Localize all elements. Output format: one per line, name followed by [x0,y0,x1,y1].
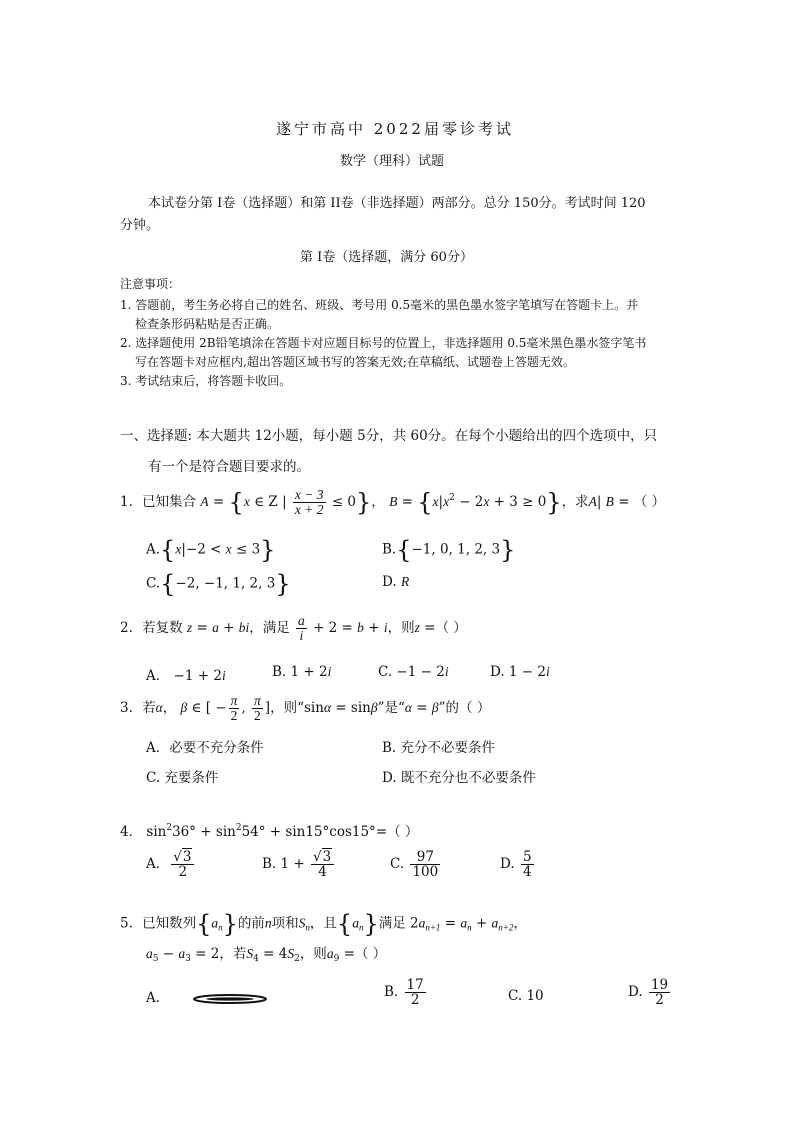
intro-line-1: 本试卷分第 I卷（选择题）和第 II卷（非选择题）两部分。总分 150分。考试时间 120 [148,196,646,211]
obscured-answer-icon [192,992,272,1006]
note-2-cont: 写在答题卡对应框内,超出答题区域书写的答案无效;在草稿纸、试题卷上答题无效。 [135,355,575,369]
question-3: 3．若α， β ∈ [ − $\frac{\pi}{2}$ , $\frac{\pi}{2}$ ]，则“sinα = sinβ”是“α = β”的（ ） [120,693,491,724]
question-1: 1．已知集合 A = {x ∈ Z | $\frac{x - 3}{x + 2}$ ≤ 0}， $B = \{x|x^2 - 2x + 3 \ge 0\}$，求A| B = （ ） [120,487,666,518]
note-1-cont: 检查条形码粘贴是否正确。 [135,317,280,331]
q5-option-b[interactable]: B. $\frac{17}{2}$ [384,977,424,1009]
q4-option-c[interactable]: C. $\frac{97}{100}$ [390,849,439,881]
q5-option-d[interactable]: D. $\frac{19}{2}$ [628,977,669,1009]
q3-option-c[interactable]: C. 充要条件 [146,770,219,786]
q1-option-b[interactable]: B.{−1, 0, 1, 2, 3} [382,536,516,564]
q2-option-a[interactable]: A． −1 + 2i [146,668,226,684]
q1-option-c[interactable]: C.{−2, −1, 1, 2, 3} [146,570,291,598]
question-4: 4． $\sin^236^\circ + \sin^254^\circ + \sin 15^\circ\cos 15^\circ=$（ ） [120,823,419,840]
exam-title: 遂宁市高中 2022届零诊考试 [276,120,514,138]
q4-option-a[interactable]: A． $\frac{√3}{2}$ [146,850,196,879]
exam-subtitle: 数学（理科）试题 [340,154,445,169]
q3-option-a[interactable]: A．必要不充分条件 [146,740,264,756]
question-5-line-2: $a_5 - a_3 = 2$，若$S_4 = 4S_2$，则$a_9$ =（ ） [146,946,387,964]
q3-option-d[interactable]: D. 既不充分也不必要条件 [382,770,536,786]
section1-line-1: 一、选择题: 本大题共 12小题，每小题 5分，共 60分。在每个小题给出的四个选项中，只 [120,428,658,444]
q1-option-a[interactable]: A.{x|−2 < x ≤ 3} [146,536,276,564]
q5-option-c[interactable]: C. 10 [508,988,544,1004]
intro-line-2: 分钟。 [120,218,160,233]
q2-option-c[interactable]: C. −1 − 2i [378,664,449,680]
q5-option-a[interactable]: A． [146,986,272,1006]
question-2: 2．若复数 z = a + bi，满足 $\frac{a}{i}$ + 2 = b + i，则z =（ ） [120,613,467,644]
q2-option-b[interactable]: B. 1 + 2i [272,664,332,680]
part1-heading: 第 I卷（选择题，满分 60分） [300,250,473,265]
q3-option-b[interactable]: B. 充分不必要条件 [382,740,496,756]
note-3: 3. 考试结束后，将答题卡收回。 [120,374,292,388]
note-2: 2. 选择题使用 2B铅笔填涂在答题卡对应题目标号的位置上，非选择题用 0.5毫米黑色墨水签字笔书 [120,336,647,350]
notes-title: 注意事项： [120,277,181,291]
section1-line-2: 有一个是符合题目要求的。 [148,459,310,475]
question-5: 5．已知数列$\{a_n\}$的前n项和$S_n$，且$\{a_n\}$满足 $2a_{n+1} = a_n + a_{n+2}$， [120,910,527,938]
q4-option-d[interactable]: D. $\frac{5}{4}$ [500,849,532,881]
note-1: 1. 答题前，考生务必将自己的姓名、班级、考号用 0.5毫米的黑色墨水签字笔填写在答题卡上。并 [120,298,639,312]
q2-option-d[interactable]: D. 1 − 2i [490,664,550,680]
q1-option-d[interactable]: D. R [382,574,410,590]
q4-option-b[interactable]: B. 1 + $\frac{√3}{4}$ [262,850,336,879]
